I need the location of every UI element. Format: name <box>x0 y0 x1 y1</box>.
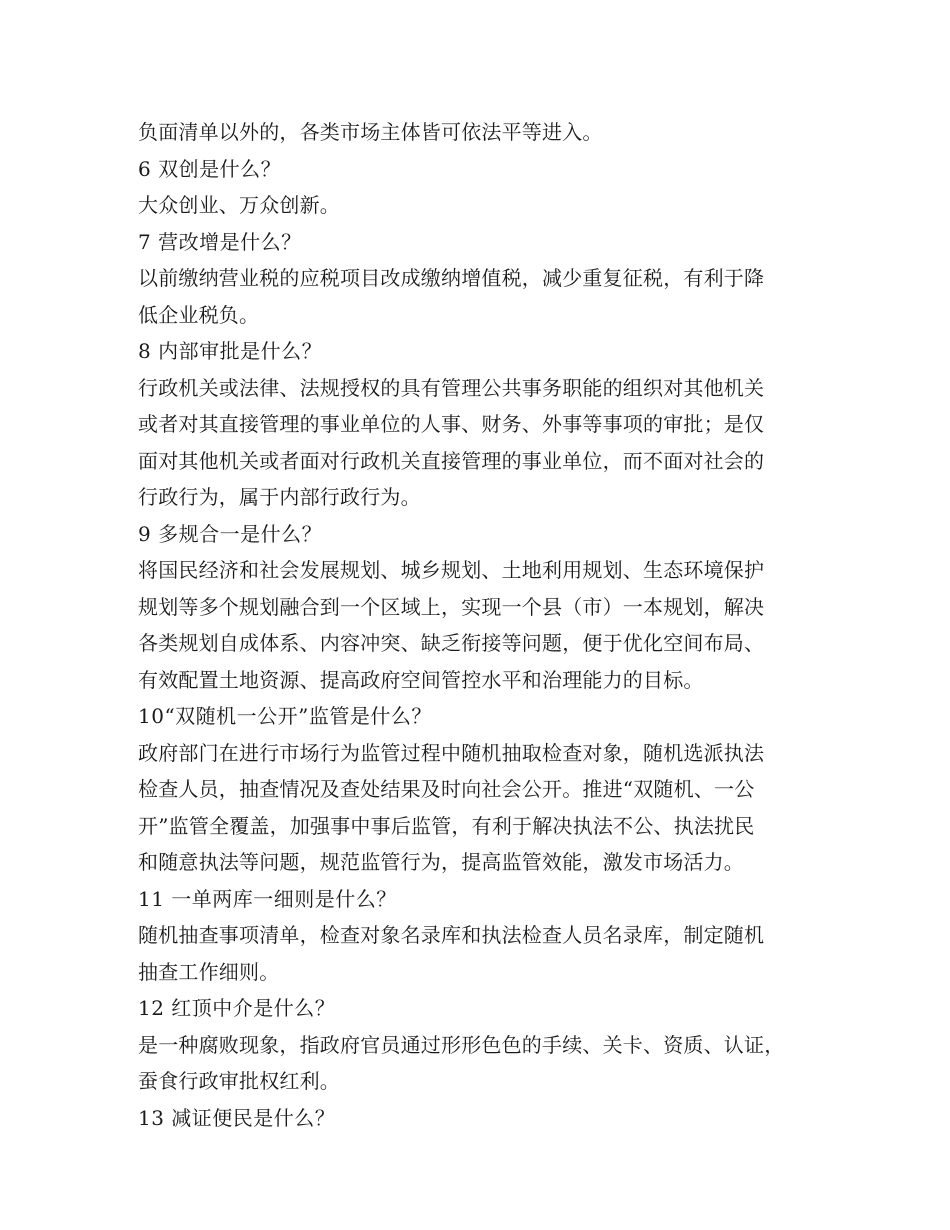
answer-text-line: 政府部门在进行市场行为监管过程中随机抽取检查对象，随机选派执法 <box>138 740 765 765</box>
answer-text-line: 开”监管全覆盖，加强事中事后监管，有利于解决执法不公、执法扰民 <box>138 813 755 838</box>
answer-text-line: 行政行为，属于内部行政行为。 <box>138 485 421 509</box>
answer-text-line: 检查人员，抽查情况及查处结果及时向社会公开。推进“双随机、一公 <box>138 777 755 801</box>
question-heading: 12 红顶中介是什么？ <box>138 996 336 1020</box>
question-heading: 8 内部审批是什么？ <box>138 339 323 363</box>
answer-text-line: 是一种腐败现象，指政府官员通过形形色色的手续、关卡、资质、认证， <box>138 1032 785 1057</box>
answer-text-line: 低企业税负。 <box>138 302 260 327</box>
answer-text-line: 有效配置土地资源、提高政府空间管控水平和治理能力的目标。 <box>138 667 704 692</box>
answer-text-line: 或者对其直接管理的事业单位的人事、财务、外事等事项的审批；是仅 <box>138 412 765 436</box>
answer-text-line: 蚕食行政审批权红利。 <box>138 1069 340 1093</box>
answer-text-line: 抽查工作细则。 <box>138 959 280 984</box>
answer-text-line: 将国民经济和社会发展规划、城乡规划、土地利用规划、生态环境保护 <box>138 558 765 582</box>
question-heading: 10“双随机一公开”监管是什么？ <box>138 704 432 728</box>
answer-text-line: 行政机关或法律、法规授权的具有管理公共事务职能的组织对其他机关 <box>138 375 765 400</box>
answer-text-line: 规划等多个规划融合到一个区域上，实现一个县（市）一本规划，解决 <box>138 594 765 619</box>
answer-text-line: 和随意执法等问题，规范监管行为，提高监管效能，激发市场活力。 <box>138 850 744 874</box>
answer-text-line: 大众创业、万众创新。 <box>138 193 340 217</box>
answer-text-line: 随机抽查事项清单，检查对象名录库和执法检查人员名录库，制定随机 <box>138 923 765 947</box>
answer-text-line: 以前缴纳营业税的应税项目改成缴纳增值税，减少重复征税，有利于降 <box>138 266 765 290</box>
question-heading: 13 减证便民是什么？ <box>138 1105 336 1130</box>
question-heading: 11 一单两库一细则是什么？ <box>138 886 397 911</box>
question-heading: 9 多规合一是什么？ <box>138 521 323 546</box>
answer-text-line: 各类规划自成体系、内容冲突、缺乏衔接等问题，便于优化空间布局、 <box>138 631 765 655</box>
answer-text-line: 面对其他机关或者面对行政机关直接管理的事业单位，而不面对社会的 <box>138 448 765 473</box>
document-body <box>138 114 840 1136</box>
answer-text-line: 负面清单以外的，各类市场主体皆可依法平等进入。 <box>138 120 603 144</box>
question-heading: 6 双创是什么？ <box>138 156 282 181</box>
question-heading: 7 营改增是什么？ <box>138 229 302 254</box>
